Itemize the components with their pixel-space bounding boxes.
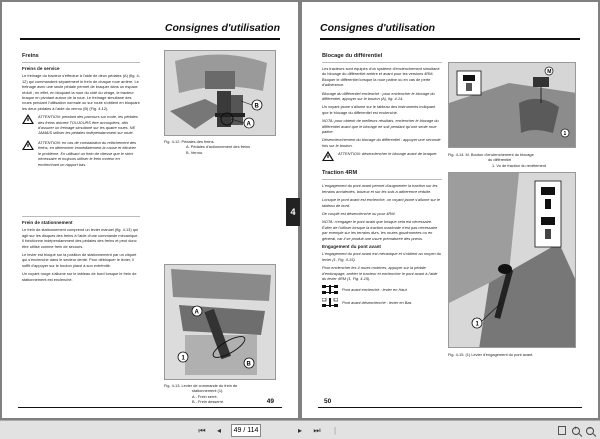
zoom-out-button[interactable]	[584, 424, 596, 437]
svg-text:M: M	[547, 69, 552, 75]
caption-line: Fig. 4-12. Pédales des freins.	[164, 139, 215, 144]
page-number: 50	[324, 398, 332, 405]
attention-text: ATTENTION: en cas de constatation du relâchement des freins, en déterminer immédiatement la cause et éliminer le problème. En utilisant un frein de vitesse que le strict nécessaire et toujours utiliser le frein moteur en enclenchant un rapport bas.	[38, 139, 137, 167]
4wd-lever-illustration	[449, 173, 576, 348]
svg-text:B: B	[254, 103, 259, 110]
traction-text: Lorsque le pont avant est enclenché, un voyant jaune s'allume sur le tableau de bord.	[322, 197, 440, 208]
single-page-view-button[interactable]	[556, 424, 568, 437]
page-header	[20, 16, 280, 40]
figure-caption-4-15: Fig. 4-15. (1) Levier d'engagement du pont avant.	[448, 352, 534, 357]
attention-text: ATTENTION: désenclencher le blocage avant de braquer.	[338, 151, 438, 157]
page-header	[320, 16, 580, 40]
4wd-disengaged-icon	[322, 298, 338, 307]
first-page-button[interactable]: ⏮	[198, 425, 206, 435]
caption-line: du différentiel	[488, 157, 512, 163]
caption-line: B - Frein desserré.	[192, 398, 225, 404]
traction-note: NOTA: n'engager le pont avant que lorsque cela est nécessaire. Éviter de l'utiliser lorsque la traction maximale n'est pas nécessaire par exemple sur les terrains durs, les routes goudronnées ou en général, car il se produit une usure prématurée des pneus.	[322, 219, 438, 241]
zoom-in-icon: +	[572, 427, 580, 435]
legend-engaged	[322, 285, 442, 294]
viewer-toolbar	[0, 420, 600, 439]
caption-line: stationnement (1).	[192, 388, 224, 394]
diff-text: Un voyant jaune s'allume sur le tableau des instruments indiquant que le blocage du différentiel est enclenché.	[322, 104, 436, 115]
prev-page-button[interactable]: ◂	[216, 426, 221, 435]
attention-text: ATTENTION: pendant des parcours sur route, les pédales des freins doivent TOUJOURS être accouplées, afin d'assurer un freinage simultané sur les quatre roues. NE JAMAIS utiliser les pédales indépendamment sur route.	[38, 114, 138, 136]
attention-block	[22, 114, 140, 136]
figure-caption-4-13	[164, 383, 282, 404]
zoom-out-icon: –	[586, 427, 594, 435]
warning-icon	[322, 151, 334, 161]
section-title-blocage: Blocage du différentiel	[322, 53, 383, 59]
page-number-input[interactable]	[231, 424, 261, 437]
diff-text: Les tracteurs sont équipés d'un système d'enclenchement simultané du blocage du différentiel arrière et avant pour les versions 4RM. Bloquer le différentiel lorsque la roue patine ou en cas de perte d'adhérence.	[322, 66, 440, 88]
legend-disengaged-text: Pont avant désenclenché : levier en Bas	[342, 300, 412, 306]
diff-text: Blocage du différentiel enclenché : pour enclencher le blocage du différentiel, appuyer sur le bouton (A), fig. 4-14.	[322, 90, 435, 102]
svg-text:A: A	[194, 309, 199, 316]
figure-diff-lock-button	[448, 62, 576, 148]
zoom-in-button[interactable]	[570, 424, 582, 437]
page-number: 49	[266, 398, 274, 405]
caption-line: A. Pédales d'actionnement des freins	[186, 144, 251, 150]
service-brakes-text: Le freinage du tracteur s'effectue à l'aide de deux pédales (A) (fig. 4-12) qui commandent séparément le frein de chaque roue arrière. Le freinage avec une seule pédale permet de braquer dans un espace réduit ; en effet, en bloquant la roue du côté du virage, le tracteur braque en pivotant autour de la roue. Le freinage simultané des roues pendant l'utilisation normale ou sur route s'obtient en bloquant les deux pédales à l'aide du verrou (B) (Fig. 4-12).	[22, 73, 140, 111]
last-page-button[interactable]: ⏭	[313, 425, 321, 435]
subtitle-parking-brake: Frein de stationnement	[22, 220, 73, 225]
figure-caption-4-14	[448, 152, 578, 168]
parking-brake-text: Le levier est bloqué sur la position de stationnement par un cliquet qui s'enclenche dans le secteur denté. Pour débloquer le levier, il suffit d'appuyer sur le bouton placé à son extrémité.	[22, 252, 137, 268]
traction-text: De couplé est désenclenché ou pour 4RM.	[322, 210, 396, 216]
next-page-button[interactable]: ▸	[297, 426, 302, 435]
caption-line: B. Verrou.	[186, 149, 204, 155]
svg-text:B: B	[246, 361, 251, 368]
attention-block	[22, 140, 140, 167]
svg-text:A: A	[246, 121, 251, 128]
section-rule	[22, 62, 140, 63]
parking-brake-text: Un voyant rouge s'allume sur le tableau de bord lorsque le frein de stationnement est enclenché.	[22, 271, 137, 282]
caption-line: A - Frein serré.	[192, 393, 218, 399]
svg-text:1: 1	[475, 321, 479, 328]
page-header-title: Consignes d'utilisation	[320, 22, 436, 34]
caption-line: Fig. 4-14. M. Bouton d'enclenchement du blocage	[448, 152, 534, 157]
toolbar-separator: |	[333, 426, 337, 435]
diff-lock-illustration	[449, 63, 576, 148]
traction-text: Pour enclencher les 4 roues motrices, appuyer sur la pédale d'embrayage, arrêter le tracteur et enclencher le pont avant à l'aide du levier 4RM (1, Fig. 4-15).	[322, 265, 438, 281]
warning-icon	[22, 114, 34, 124]
legend-engaged-text: Pont avant enclenché : levier en Haut	[342, 287, 407, 293]
footer-rule	[318, 407, 582, 408]
section-title-freins: Freins	[22, 53, 39, 59]
page-view-icon	[558, 426, 566, 435]
section-rule	[322, 179, 442, 180]
svg-text:1: 1	[181, 355, 185, 362]
page-50	[302, 2, 598, 418]
subtitle-service-brakes: Freins de service	[22, 66, 60, 71]
section-rule	[322, 62, 442, 63]
diff-text: NOTA: pour obtenir de meilleurs résultats, enclencher le blocage du différentiel avant que le blocage ne soit pendant qu'une seule roue patine.	[322, 118, 439, 135]
warning-icon	[22, 140, 34, 150]
figure-caption-4-12	[164, 139, 276, 155]
figure-4wd-lever	[448, 172, 576, 348]
traction-text: L'engagement du pont avant est mécanique et s'obtient au moyen du levier (1, Fig. 4-15).	[322, 251, 441, 262]
4wd-engaged-icon	[322, 285, 338, 294]
section-title-traction: Traction 4RM	[322, 170, 358, 177]
parking-brake-illustration	[165, 265, 276, 380]
svg-text:1: 1	[563, 131, 567, 137]
chapter-thumb-tab: 4	[286, 198, 300, 226]
page-header-title: Consignes d'utilisation	[164, 22, 280, 34]
page-49	[2, 2, 298, 418]
traction-text: L'engagement du pont avant permet d'augmenter la traction sur les terrains accidentés, boueux et sur les sols à adhérence réduite.	[322, 183, 438, 194]
footer-rule	[18, 407, 282, 408]
caption-line: Fig. 4-13. Levier de commande du frein de	[164, 383, 238, 388]
attention-block	[322, 151, 442, 161]
right-text-column	[322, 52, 442, 307]
figure-brake-pedals	[164, 50, 276, 136]
left-text-column-2	[22, 214, 140, 285]
subtitle-front-axle: Engagement du pont avant	[322, 243, 381, 249]
section-rule	[22, 216, 140, 217]
caption-line: 1. Vo de fraction du revêtement	[492, 162, 547, 168]
left-text-column	[22, 52, 140, 171]
figure-parking-brake	[164, 264, 276, 380]
parking-brake-text: Le frein de stationnement comprend un levier manuel (fig. 4-13) qui agit sur les disques des freins à l'aide d'une commande mécanique. Il fonctionne indépendamment des pédales des freins et peut donc être utilisé comme frein de secours.	[22, 227, 139, 249]
legend-disengaged	[322, 298, 442, 307]
diff-text: Désenclenchement du blocage du différentiel : appuyer une seconde fois sur le bouton.	[322, 137, 441, 148]
brake-pedals-illustration	[165, 51, 276, 136]
